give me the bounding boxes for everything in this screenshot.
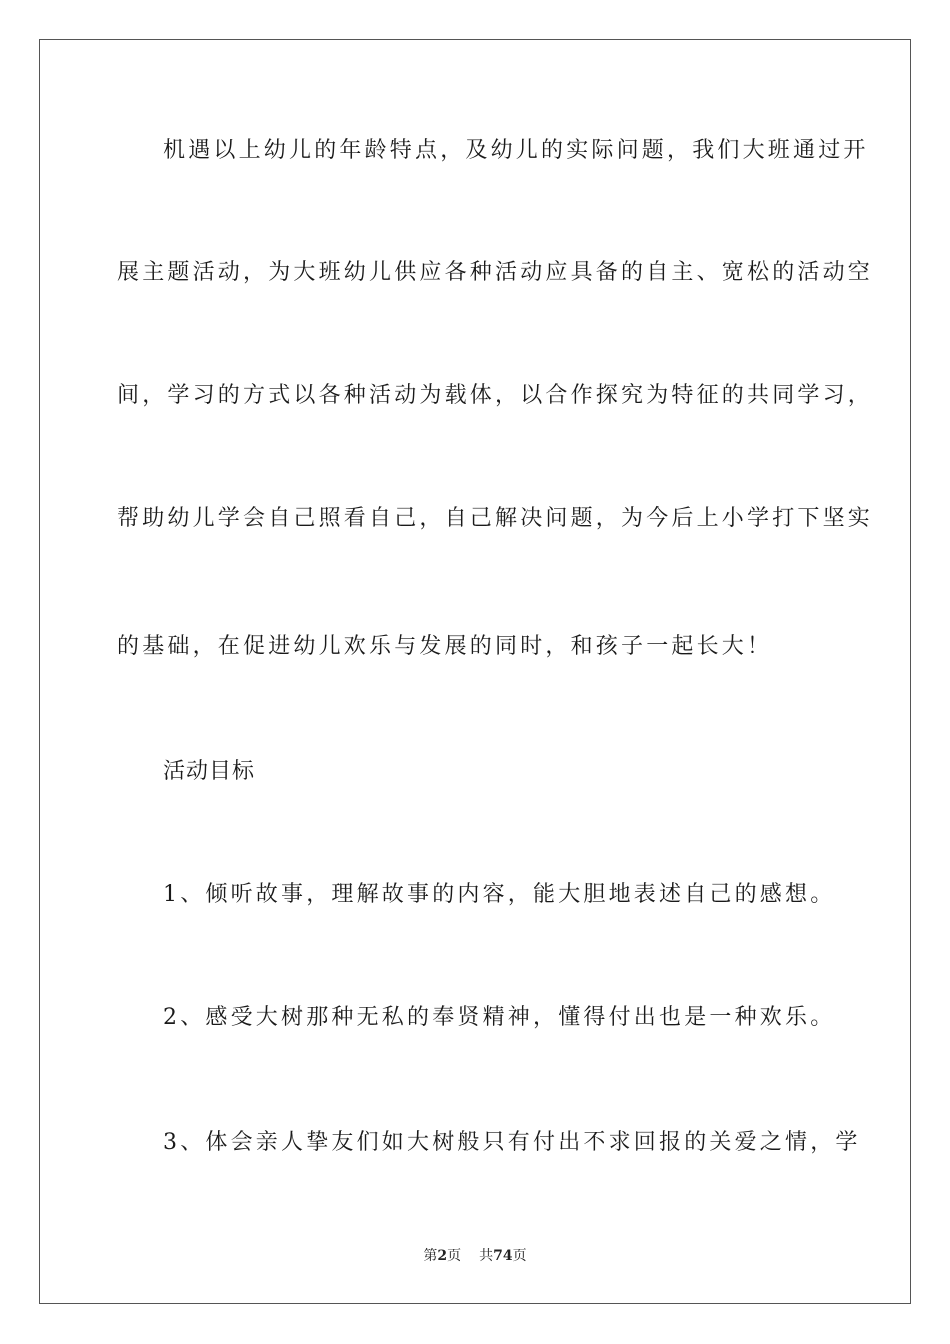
paragraph-line-2: 展主题活动，为大班幼儿供应各种活动应具备的自主、宽松的活动空 [117,260,874,285]
page-frame [39,39,911,1304]
paragraph-line-3: 间，学习的方式以各种活动为载体，以合作探究为特征的共同学习， [117,383,874,408]
goal-item-1: 1、倾听故事，理解故事的内容，能大胆地表述自己的感想。 [163,882,836,907]
page-suffix: 页 [447,1248,462,1264]
section-heading: 活动目标 [163,759,256,784]
page-footer [0,1247,950,1265]
total-prefix: 共 [479,1248,494,1264]
total-pages: 74 [493,1248,513,1264]
goal-item-3: 3、体会亲人挚友们如大树般只有付出不求回报的关爱之情，学 [163,1130,861,1155]
paragraph-line-1: 机遇以上幼儿的年龄特点，及幼儿的实际问题，我们大班通过开 [163,138,869,163]
total-suffix: 页 [512,1248,527,1264]
paragraph-line-4: 帮助幼儿学会自己照看自己，自己解决问题，为今后上小学打下坚实 [117,506,874,531]
page-number: 2 [437,1248,448,1264]
page-prefix: 第 [423,1248,438,1264]
paragraph-line-5: 的基础，在促进幼儿欢乐与发展的同时，和孩子一起长大！ [117,634,773,659]
goal-item-2: 2、感受大树那种无私的奉贤精神，懂得付出也是一种欢乐。 [163,1005,836,1030]
